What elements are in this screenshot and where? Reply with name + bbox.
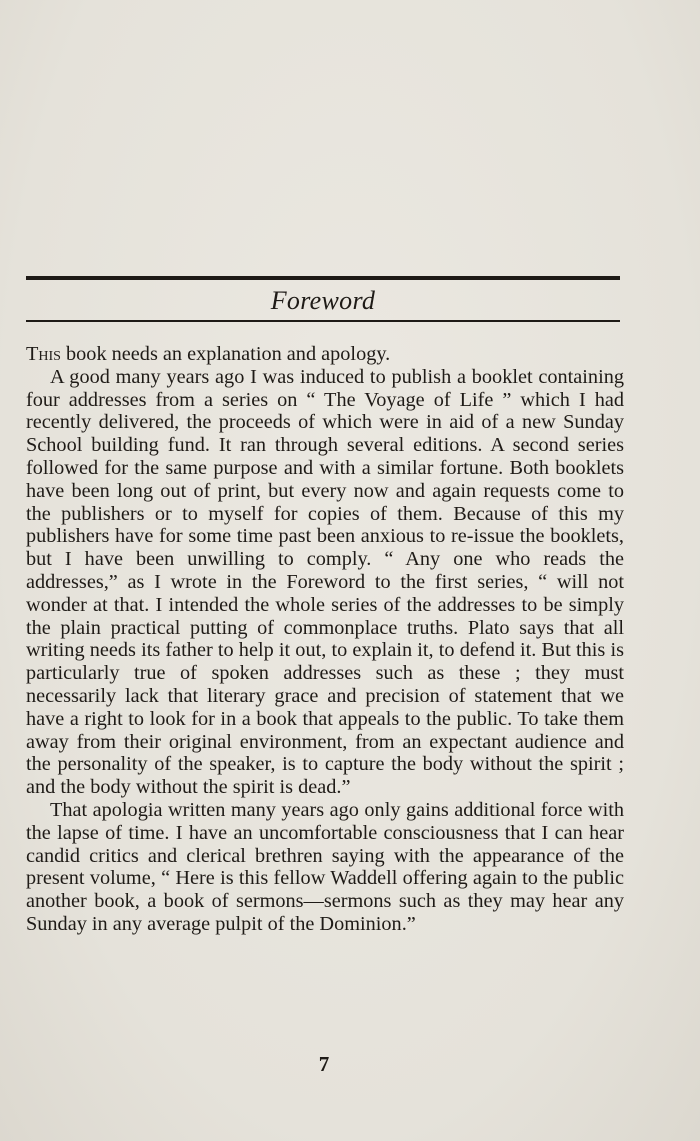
heading-rule-top [26,276,620,280]
page-number: 7 [318,1052,330,1076]
heading-rule-bottom [26,320,620,322]
paragraph-2: A good many years ago I was induced to publish a booklet containing four addresses from a series on “ The Voyage of Life ” which I had recently delivered, the proceeds of which were in aid of a new Sunday School building fund. It ran through several editions. A second series followed for the same purpose and with a similar fortune. Both booklets have been long out of print, but every now and again requests come to the publishers or to myself for copies of them. Because of this my publishers have for some time past been anxious to re-issue the booklets, but I have been unwilling to comply. “ Any one who reads the addresses,” as I wrote in the Foreword to the first series, “ will not wonder at that. I intended the whole series of the addresses to be simply the plain practical putting of commonplace truths. Plato says that all writing needs its father to help it out, to explain it, to defend it. But this is particularly true of spoken addresses such as these ; they must necessarily lack that literary grace and precision of statement that we have a right to look for in a book that appeals to the public. To take them away from their original environment, from an expectant audience and the personality of the speaker, is to capture the body without the spirit ; and the body without the spirit is dead.” [26,365,624,799]
lead-word: This [26,343,61,365]
paragraph-1 [26,343,624,366]
paragraph-3: That apologia written many years ago only gains additional force with the lapse of time. I have an uncomfortable consciousness that I can hear candid critics and clerical brethren saying with the appearance of the present volume, “ Here is this fellow Waddell offering again to the public another book, a book of sermons—sermons such as they may hear any Sunday in any average pulpit of the Dominion.” [26,798,624,935]
body-text [26,343,624,936]
paragraph-1-text: book needs an explanation and apology. [60,343,391,365]
chapter-heading: Foreword [270,286,376,315]
